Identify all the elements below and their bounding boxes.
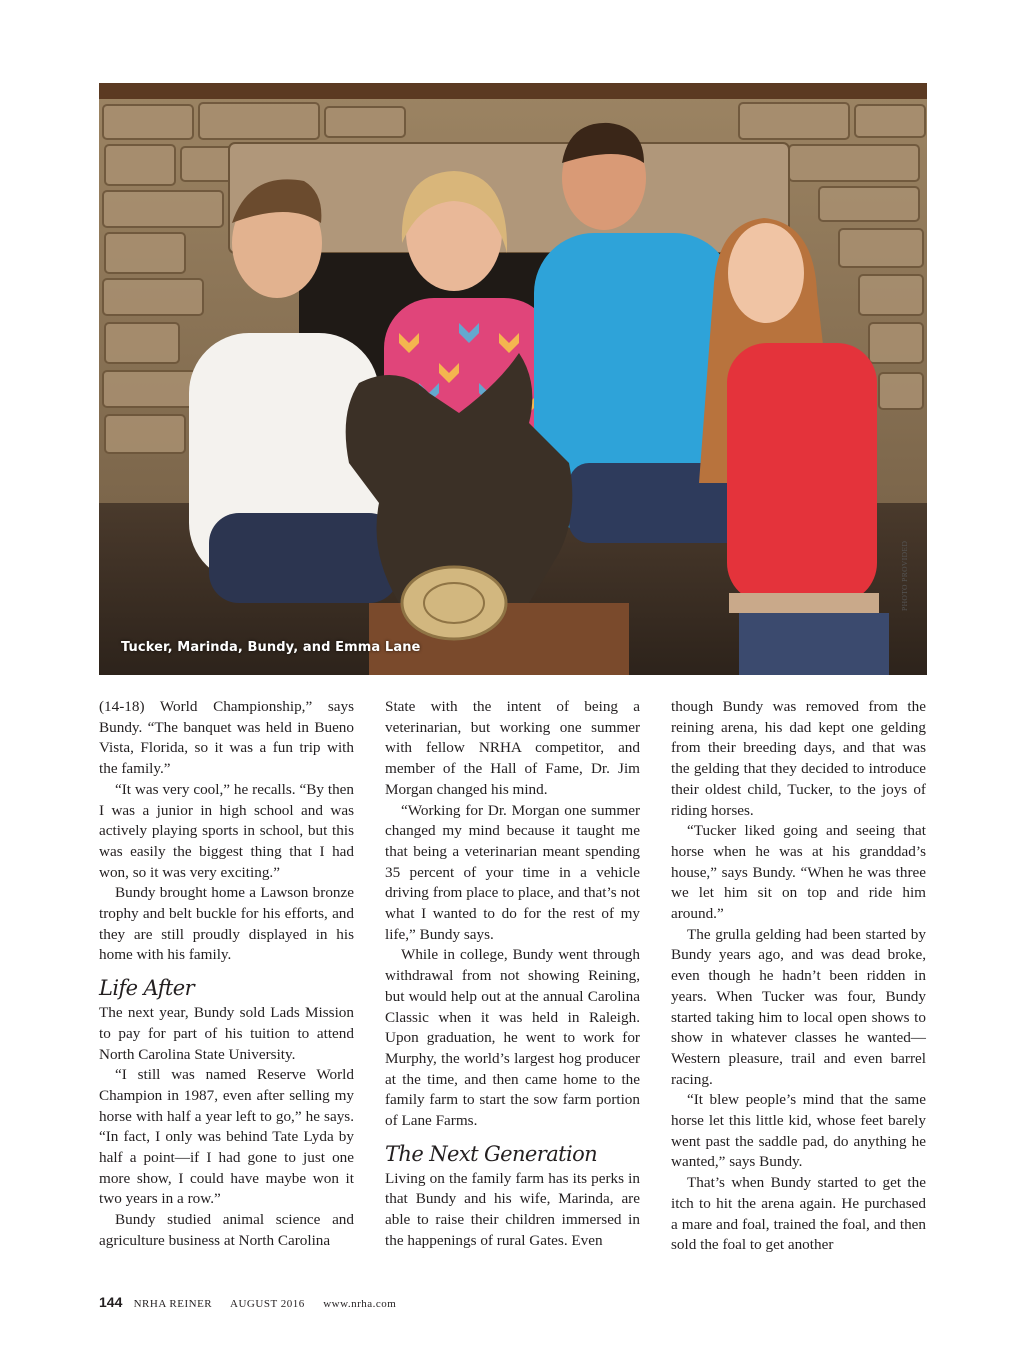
article-paragraph: The grulla gelding had been started by Bundy years ago, and was dead broke, even though he hadn’t been ridden in years. When Tucker was four, Bundy started taking him to local open shows to show in whatever classes he wanted—Western pleasure, trail and even barrel racing. bbox=[671, 925, 926, 1088]
article-paragraph: That’s when Bundy started to get the itch to hit the arena again. He purchased a mare and foal, trained the foal, and then sold the foal to get another bbox=[671, 1174, 926, 1254]
publication-name: NRHA REINER bbox=[133, 1298, 213, 1310]
article-paragraph: While in college, Bundy went through withdrawal from not showing Reining, but would help out at the annual Carolina Classic when it was held in Raleigh. Upon graduation, he went to work for Murphy, the world’s largest hog producer at the time, and then came home to the family farm to start the sow farm portion of Lane Farms. bbox=[385, 946, 640, 1130]
article-paragraph: Bundy brought home a Lawson bronze trophy and belt buckle for his efforts, and they are still proudly displayed in his home with his family. bbox=[99, 884, 354, 964]
family-photo-illustration bbox=[99, 83, 927, 675]
family-photo bbox=[99, 83, 927, 675]
page-number: 144 bbox=[99, 1294, 123, 1310]
article-paragraph: The next year, Bundy sold Lads Mission to pay for part of his tuition to attend North Carolina State University. bbox=[99, 1004, 354, 1063]
article-paragraph: “It blew people’s mind that the same horse let this little kid, whose feet barely went past the saddle pad, do anything he wanted,” says Bundy. bbox=[671, 1091, 926, 1171]
section-heading: The Next Generation bbox=[385, 1141, 598, 1166]
article-column-3 bbox=[671, 697, 926, 1256]
article-paragraph: “Working for Dr. Morgan one summer changed my mind because it taught me that being a veterinarian meant spending 35 percent of your time in a vehicle driving from place to place, and that’s not what I wanted to do for the rest of my life,” Bundy says. bbox=[385, 801, 640, 943]
article-paragraph: (14-18) World Championship,” says Bundy. “The banquet was held in Bueno Vista, Florida, so it was a fun trip with the family.” bbox=[99, 698, 354, 778]
photo-credit: PHOTO PROVIDED bbox=[900, 540, 909, 611]
article-column-1 bbox=[99, 697, 354, 1252]
website-link[interactable]: www.nrha.com bbox=[323, 1298, 397, 1310]
article-paragraph: State with the intent of being a veterinarian, but working one summer with fellow NRHA competitor, and member of the Hall of Fame, Dr. Jim Morgan changed his mind. bbox=[385, 698, 640, 798]
article-paragraph: “It was very cool,” he recalls. “By then I was a junior in high school and was actively playing sports in school, but this was easily the biggest thing that I had won, so it was very exciting.” bbox=[99, 780, 354, 881]
page-footer bbox=[99, 1294, 396, 1310]
article-paragraph: though Bundy was removed from the reining arena, his dad kept one gelding from their breeding days, and that was the gelding that they decided to introduce their oldest child, Tucker, to the joys of riding horses. bbox=[671, 698, 926, 819]
article-column-2 bbox=[385, 697, 640, 1252]
section-heading: Life After bbox=[99, 976, 195, 1001]
article-paragraph: “Tucker liked going and seeing that horse when he was at his granddad’s house,” says Bundy. “When he was three we let him sit on top and ride him around.” bbox=[671, 822, 926, 923]
article-paragraph: “I still was named Reserve World Champion in 1987, even after selling my horse with half a year left to go,” he says. “In fact, I only was behind Tate Lyda by half a point—if I had gone to just one more show, I could have maybe won it two years in a row.” bbox=[99, 1066, 354, 1208]
issue-date: AUGUST 2016 bbox=[230, 1298, 305, 1310]
article-paragraph: Bundy studied animal science and agriculture business at North Carolina bbox=[99, 1211, 354, 1249]
photo-caption: Tucker, Marinda, Bundy, and Emma Lane bbox=[121, 640, 421, 655]
article-paragraph: Living on the family farm has its perks in that Bundy and his wife, Marinda, are able to raise their children immersed in the happenings of rural Gates. Even bbox=[385, 1169, 640, 1249]
